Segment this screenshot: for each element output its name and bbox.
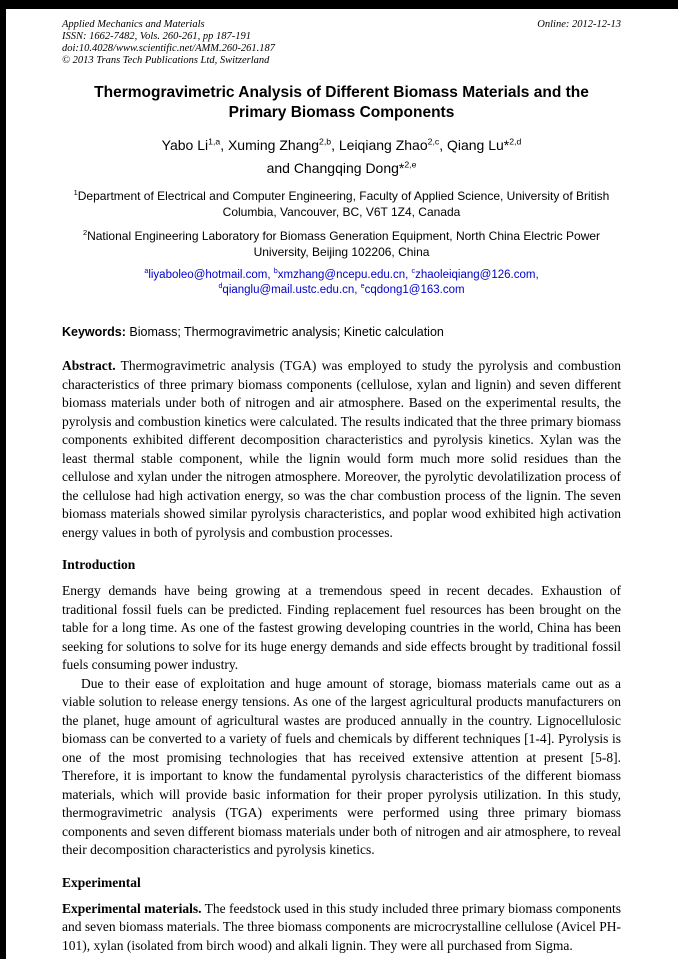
issn-line: ISSN: 1662-7482, Vols. 260-261, pp 187-191 (62, 31, 251, 42)
keywords-label: Keywords: (62, 325, 126, 339)
keywords-line (62, 324, 621, 340)
email-links[interactable]: $^a$liyaboleo@hotmail.com, $^b$xmzhang@ncepu.edu.cn, $^c$zhaoleiqiang@126.com, $^d$qianglu@mail.ustc.edu.cn, $^e$cqdong1@163.com (144, 267, 539, 296)
title-line-1: Thermogravimetric Analysis of Different Biomass Materials and the (94, 84, 589, 101)
intro-paragraph-1: Energy demands have being growing at a tremendous speed in recent decades. Exhaustion of traditional fossil fuels can be predicted. Finding replacement fuel resources has been brought on the table for a long time. As one of the fastest growing developing countries in the world, China has been seeking for solutions to solve for its huge energy demands and side effects brought by traditional fossil fuels consuming power industry. (62, 583, 621, 672)
authors-line-2: and Changqing Dong*$^{2,e}$ (266, 159, 417, 176)
section-heading-introduction: Introduction (62, 557, 136, 572)
intro-paragraph-2: Due to their ease of exploitation and huge amount of storage, biomass materials came out as a viable solution to release energy tensions. As one of the largest agricultural products manufacturers on the planet, huge amount of agricultural wastes are produced annually in the country. Lignocellulosic biomass can be converted to a variety of fuels and chemicals by different techniques [1-4]. Pyrolysis is one of the most promising technologies that has received extensive attention at present [5-8]. Therefore, it is important to know the fundamental pyrolysis characteristics of the different biomass materials, which will provide basic information for their proper pyrolysis utilization. In this study, thermogravimetric analysis (TGA) experiments were performed using three primary biomass components and seven different biomass materials under both of nitrogen and air atmosphere, to reveal their decomposition characteristics and pyrolysis kinetics. (62, 675, 621, 857)
online-date: Online: 2012-12-13 (537, 19, 621, 30)
abstract-paragraph (62, 357, 621, 542)
abstract-text: Thermogravimetric analysis (TGA) was employed to study the pyrolysis and combustion characteristics of three primary biomass components (cellulose, xylan and lignin) and seven different biomass materials under both of nitrogen and air atmosphere. Based on the experimental results, the pyrolysis and combustion kinetics were calculated. The results indicated that the three primary biomass components exhibited different decomposition characteristics and pyrolysis kinetics. Xylan was the least thermal stable component, while the lignin would form much more solid residues than the cellulose and xylan under the nitrogen atmosphere. Moreover, the pyrolytic devolatilization process of the cellulose had high activation energy, so was the char combustion process of the lignin. The seven biomass materials showed similar pyrolysis characteristics, and poplar wood exhibited high activation energy values in both of pyrolysis and combustion processes. (62, 358, 621, 540)
copyright-line: © 2013 Trans Tech Publications Ltd, Switzerland (62, 55, 270, 66)
affiliation-2: $^2$National Engineering Laboratory for Biomass Generation Equipment, North China Electric Power University, Beijing 102206, China (82, 228, 601, 259)
scan-edge-left (0, 0, 6, 959)
title-line-2: Primary Biomass Components (228, 104, 455, 121)
keywords-text: Biomass; Thermogravimetric analysis; Kinetic calculation (129, 325, 444, 339)
authors (62, 134, 621, 180)
journal-name: Applied Mechanics and Materials (62, 19, 205, 30)
section-heading-experimental: Experimental (62, 874, 141, 890)
affiliation-1: $^1$Department of Electrical and Computer Engineering, Faculty of Applied Science, University of British Columbia, Vancouver, BC, V6T 1Z4, Canada (73, 188, 610, 219)
scan-edge-top (0, 0, 678, 9)
experimental-text: The feedstock used in this study included three primary biomass components and seven biomass materials. The three biomass components are microcrystalline cellulose (Avicel PH-101), xylan (isolated from birch wood) and alkali lignin. They were all purchased from Sigma. (62, 900, 621, 953)
authors-line-1: Yabo Li$^{1,a}$, Xuming Zhang$^{2,b}$, Leiqiang Zhao$^{2,c}$, Qiang Lu*$^{2,d}$ (161, 136, 522, 153)
paper-title (62, 83, 621, 123)
experimental-paragraph (62, 900, 621, 956)
doi-line: doi:10.4028/www.scientific.net/AMM.260-261.187 (62, 43, 275, 54)
journal-header (62, 19, 621, 67)
abstract-label: Abstract. (62, 358, 116, 373)
experimental-materials-label: Experimental materials. (62, 900, 202, 916)
